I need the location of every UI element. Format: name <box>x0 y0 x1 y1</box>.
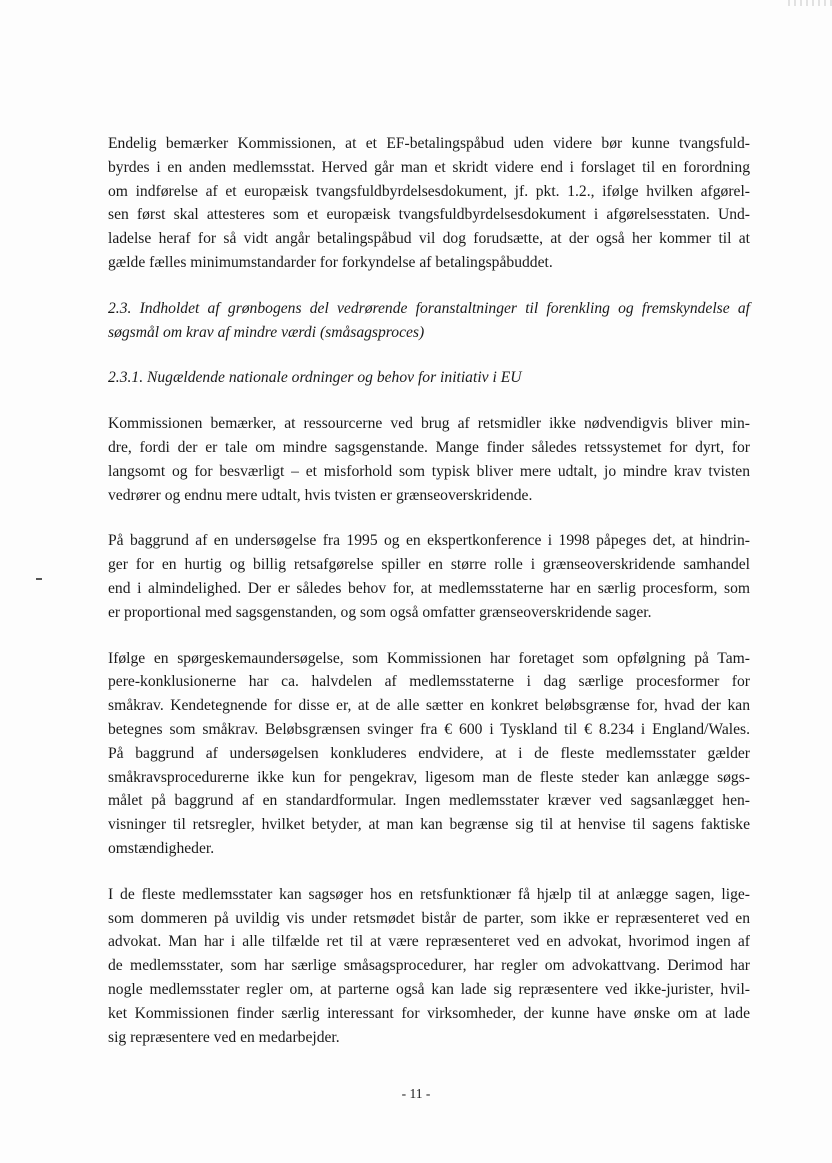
text-line: I de fleste medlemsstater kan sagsøger hos en retsfunktionær få hjælp til at anlægge sagen, lige- <box>108 885 750 903</box>
text-line: omstændigheder. <box>108 839 215 857</box>
text-line: visninger til retsregler, hvilket betyder, at man kan begrænse sig til at henvise til sagens faktiske <box>108 816 750 834</box>
paragraph-questionnaire <box>108 647 750 861</box>
heading-line: søgsmål om krav af mindre værdi (småsagsproces) <box>108 323 425 341</box>
scan-artifact <box>788 0 832 6</box>
text-line: nogle medlemsstater regler om, at parterne også kan lade sig repræsentere ved ikke-jurister, hvil- <box>108 980 750 998</box>
text-line: ket Kommissionen finder særlig interessant for virksomheder, der kunne have ønske om at lade <box>108 1004 750 1022</box>
margin-mark <box>36 578 42 580</box>
text-line: På baggrund af undersøgelsen konkluderes endvidere, at i de fleste medlemsstater gælder <box>108 744 750 762</box>
text-line: Ifølge en spørgeskemaundersøgelse, som Kommissionen har foretaget som opfølgning på Tam- <box>108 649 750 667</box>
text-line: sen først skal attesteres som et europæisk tvangsfuldbyrdelsesdokument i afgørelsesstaten. Und- <box>108 206 750 224</box>
text-line: de medlemsstater, som har særlige småsagsprocedurer, har regler om advokattvang. Derimod har <box>108 957 750 975</box>
text-line: gælde fælles minimumstandarder for forkyndelse af betalingspåbuddet. <box>108 253 553 271</box>
text-line: om indførelse af et europæisk tvangsfuldbyrdelsesdokument, jf. pkt. 1.2., ifølge hvilken afgørel- <box>108 182 750 200</box>
text-line: På baggrund af en undersøgelse fra 1995 og en ekspertkonference i 1998 påpeges det, at hindrin- <box>108 532 750 550</box>
text-line: som dommeren på uvildig vis under retsmødet bistår de parter, som ikke er repræsenteret ved en <box>108 909 750 927</box>
text-line: Kommissionen bemærker, at ressourcerne ved brug af retsmidler ikke nødvendigvis bliver min- <box>108 415 750 433</box>
document-body <box>108 132 750 1071</box>
text-line: advokat. Man har i alle tilfælde ret til at være repræsenteret ved en advokat, hvorimod ingen af <box>108 933 750 951</box>
paragraph-survey-1995 <box>108 529 750 624</box>
text-line: betegnes som småkrav. Beløbsgrænsen svinger fra € 600 i Tyskland til € 8.234 i England/Wales. <box>108 720 750 738</box>
text-line: pere-konklusionerne har ca. halvdelen af medlemsstaterne i dag særlige procesformer for <box>108 673 750 691</box>
text-line: ladelse heraf for så vidt angår betalingspåbud vil dog forudsætte, at der også her kommer til at <box>108 230 750 248</box>
page-number: - 11 - <box>401 1086 431 1101</box>
paragraph-payment-order <box>108 132 750 275</box>
text-line: småkrav. Kendetegnende for disse er, at de alle sætter en konkret beløbsgrænse for, hvad der kan <box>108 697 750 715</box>
text-line: Endelig bemærker Kommissionen, at et EF-betalingspåbud uden videre bør kunne tvangsfuld- <box>108 135 750 152</box>
text-line: er proportional med sagsgenstanden, og som også omfatter grænseoverskridende sager. <box>108 603 652 621</box>
text-line: vedrører og endnu mere udtalt, hvis tvisten er grænseoverskridende. <box>108 486 533 504</box>
heading-line: 2.3. Indholdet af grønbogens del vedrørende foranstaltninger til forenkling og fremskyndelse af <box>108 299 750 317</box>
text-line: end i almindelighed. Der er således behov for, at medlemsstaterne har en særlig procesform, som <box>108 579 750 597</box>
section-heading-2-3-1 <box>108 366 750 390</box>
paragraph-representation <box>108 883 750 1050</box>
paragraph-resources <box>108 412 750 507</box>
text-line: småkravsprocedurerne ikke kun for pengekrav, ligesom man de fleste steder kan anlægge søgs- <box>108 768 750 786</box>
text-line: dre, fordi der er tale om mindre sagsgenstande. Mange finder således retssystemet for dyrt, for <box>108 438 750 456</box>
section-heading-2-3 <box>108 297 750 345</box>
text-line: målet på baggrund af en standardformular. Ingen medlemsstater kræver ved sagsanlægget hen- <box>108 792 750 810</box>
heading-line: 2.3.1. Nugældende nationale ordninger og behov for initiativ i EU <box>108 369 522 387</box>
text-line: byrdes i en anden medlemsstat. Herved går man et skridt videre end i forslaget til en forordning <box>108 158 750 176</box>
text-line: ger for en hurtig og billig retsafgørelse spiller en større rolle i grænseoverskridende samhandel <box>108 556 750 574</box>
text-line: sig repræsentere ved en medarbejder. <box>108 1028 340 1046</box>
text-line: langsomt og for besværligt – et misforhold som typisk bliver mere udtalt, jo mindre krav tvisten <box>108 462 750 480</box>
